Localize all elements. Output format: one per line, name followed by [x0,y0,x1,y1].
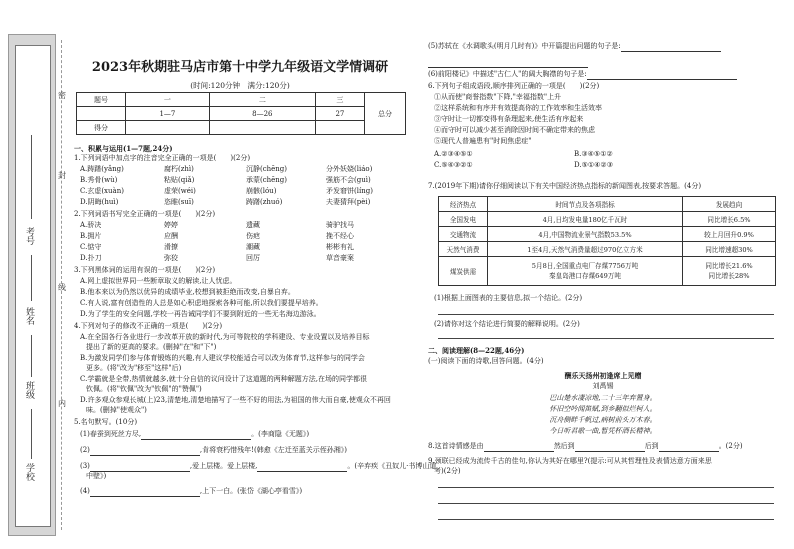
question-9-cont: 考)(2分) [434,467,461,475]
q4-option-b-cont: 更多。(将"改为"移至"这样"后) [86,364,182,372]
table-row: 交通物流 4月,中国物流业景气指数53.5% 较上月回升0.9% [439,227,776,242]
exam-title: 2023年秋期驻马店市第十中学九年级语文学情调研 [91,60,389,75]
q4-option-d-cont: 味。(删掉"使观众") [86,406,147,414]
q6-sentence-5: ⑤现代人普遍患有"时间焦虑症" [434,137,532,145]
recitation-3: (3) ,爱上层楼。爱上层楼, 。(辛弃疾《丑奴儿·书博山道 [80,462,437,470]
table-header: 经济热点 [439,197,488,212]
q6-option-d[interactable]: D.⑤①④②③ [574,161,613,169]
q4-option-b[interactable]: B.为激发同学们参与体育锻炼的兴趣,有人建议学校能适合可以改为体育节,这样参与的同学会 [80,354,365,362]
q4-option-a[interactable]: A.在全国各行各业进行一步改革开放的新时代,为可等院校的学科建设、专业设置以及培养目标 [80,333,370,341]
fold-char: 内 [58,399,66,408]
q3-option-a[interactable]: A.网上虚拟世界同一些断章取义的解读,让人忧虑。 [80,277,237,285]
fold-char: 密 [58,91,66,100]
table-header: 时间节点及各项指标 [488,197,683,212]
binding-strip [8,34,56,536]
question-3: 3.下列黑体词的运用有误的一项是( )(2分) [74,266,216,274]
q4-option-c-cont: 钦佩。(将"钦佩"改为"钦佩"的"赞佩") [86,385,202,393]
recitation-3-cont: 中壁》) [86,472,107,480]
recitation-2: (2) ,肯将衰朽惜残年!(韩愈《左迁至蓝关示侄孙湘》) [80,446,347,454]
question-4: 4.下列对句子的修改不正确的一项是( )(2分) [74,322,223,330]
poem-line: 今日听君歌一曲,暂凭杯酒长精神。 [549,427,657,435]
exam-number-label: 考号 [24,227,34,245]
q4-option-c[interactable]: C.学霸就是全带,热情就越多,就十分自信的议问设计了这道题的两种解题方法,在场的同学都很 [80,375,368,383]
section-heading: 二、阅读理解(8—22题,46分) [428,346,525,355]
score-input-cell[interactable] [209,121,315,135]
question-1: 1.下列词语中加点字的注音完全正确的一项是( )(2分) [74,154,251,162]
table-header: 发展趋向 [683,197,776,212]
name-line [31,255,32,301]
recitation-4: (4) ,上下一白。(张岱《湖心亭看雪》) [80,487,303,495]
poem-author: 刘禹锡 [592,382,614,390]
question-9: 9.颈联已经成为流传千古的佳句,你认为其好在哪里?(提示:可从其哲理性及表情达意方面来思 [428,457,712,465]
school-line [31,409,32,459]
q6-sentence-2: ②这样系统和有序并有效提高你的工作效率和生活效率 [434,104,602,112]
q7-sub-2: (2)请你对这个结论进行简要的解释说明。(2分) [434,320,580,328]
answer-blank[interactable] [484,442,554,452]
fold-char: 线 [58,283,66,292]
class-line [31,335,32,377]
question-8: 8.这首诗情感是由 然后到 后到 。(2分) [428,442,743,450]
name-label: 姓名 [24,307,34,325]
q3-option-d[interactable]: D.为了学生的安全问题,学校一再告诫同学们不要到附近的一些无名海边游泳。 [80,310,321,318]
answer-blank[interactable] [257,462,347,472]
answer-blank[interactable] [428,58,588,68]
score-table-header: 三 [315,93,364,107]
answer-line[interactable] [438,338,774,339]
q3-option-b[interactable]: B.他本来以为仍然以优异的成绩毕业,校想到被拒绝而改变,自暴自弃。 [80,288,295,296]
exam-info: (时间:120分钟 满分:120分) [190,81,290,90]
school-label: 学校 [24,463,34,481]
student-info-box [15,45,51,527]
total-score-cell: 总分 [365,93,406,135]
score-table [76,92,406,135]
q6-option-b[interactable]: B.③④⑤①② [574,150,613,158]
poem-title: 酬乐天扬州初逢席上见赠 [564,371,642,380]
part-heading: (一)阅读下面的诗歌,回答问题。(4分) [428,357,544,365]
answer-blank[interactable] [621,42,721,52]
q4-option-a-cont: 提出了新的更高的要求。(删掉"在"和"下") [86,343,217,351]
recitation-1: (1)春蚕到死丝方尽, 。(李商隐《无题》) [80,430,310,438]
score-table-cell: 8—26 [209,107,315,121]
recitation-6: (6)前阳楼记》中描述"古仁人"的阔大胸襟的句子是: [428,70,737,80]
exam-number-line [31,135,32,219]
score-table-cell [77,107,126,121]
score-table-cell: 27 [315,107,364,121]
q3-option-c[interactable]: C.有人说,富有创造性的人总是如心积虑地探索各种可能,所以我们要提早培养。 [80,299,323,307]
poem-line: 沉舟侧畔千帆过,病树前头万木春。 [549,416,657,424]
question-6: 6.下列句子组成语段,顺序排列正确的一项是( )(2分) [428,82,600,90]
question-7: 7.(2019年下期)请你仔细阅读以下有关中国经济热点指标的新闻图表,按要求答题。(4分) [428,182,702,190]
q6-sentence-3: ③守时让一切都变得有条理起来,使生活有序起来 [434,115,584,123]
answer-line[interactable] [438,519,774,520]
answer-line[interactable] [438,314,774,315]
score-input-cell[interactable] [315,121,364,135]
score-row-label: 得分 [77,121,126,135]
poem-line: 巴山楚水凄凉地,二十三年弃置身。 [549,394,657,402]
score-table-header: 一 [126,93,210,107]
question-2: 2.下列词语书写完全正确的一项是( )(2分) [74,210,216,218]
economic-news-table [438,196,776,286]
answer-line[interactable] [438,487,774,488]
answer-blank[interactable] [141,430,251,440]
answer-line[interactable] [438,503,774,504]
q4-option-d[interactable]: D.许多观众参观长城(上)23,清楚地,清楚地描写了一些不好的用法,为祖国的伟大而自豪,使观众不再回 [80,396,391,404]
answer-blank[interactable] [90,487,200,497]
score-input-cell[interactable] [126,121,210,135]
question-5: 5.名句默写。(10分) [74,418,138,426]
answer-blank[interactable] [659,442,719,452]
score-table-header: 二 [209,93,315,107]
q6-option-c[interactable]: C.⑤④③②① [434,161,473,169]
section-heading: 一、积累与运用(1—7题,24分) [74,144,173,153]
answer-blank[interactable] [90,446,200,456]
answer-blank[interactable] [575,442,645,452]
q6-option-a[interactable]: A.②③④⑤① [434,150,473,158]
class-label: 班级 [24,381,34,399]
answer-blank[interactable] [587,70,737,80]
table-row: 全国发电 4月,日均发电量180亿千瓦时 同比增长6.5% [439,212,776,227]
q7-sub-1: (1)根据上面图表的主要信息,拟一个结论。(2分) [434,294,583,302]
answer-blank[interactable] [90,462,190,472]
recitation-5: (5)苏轼在《水调歌头(明月几时有)》中开篇提出问题的句子是: [428,42,721,52]
fold-char: 封 [58,171,66,180]
table-row: 煤炭供需 5月8日,全国重点电厂存煤7756万吨 秦皇岛港口存煤649万吨 同比增长21.6% 同比增长28% [439,257,776,286]
q6-sentence-1: ①从而使"商誉指数"下降,"幸福指数"上升 [434,93,562,101]
score-table-header: 题号 [77,93,126,107]
q6-sentence-4: ④而守时可以减少甚至消除因时间不确定带来的焦虑 [434,126,595,134]
score-table-cell: 1—7 [126,107,210,121]
poem-line: 怀旧空吟闻笛赋,到乡翻似烂柯人。 [549,405,657,413]
table-row: 天然气消费 1至4月,天然气消费量超过970亿立方米 同比增速超30% [439,242,776,257]
recitation-5-cont [428,58,588,68]
